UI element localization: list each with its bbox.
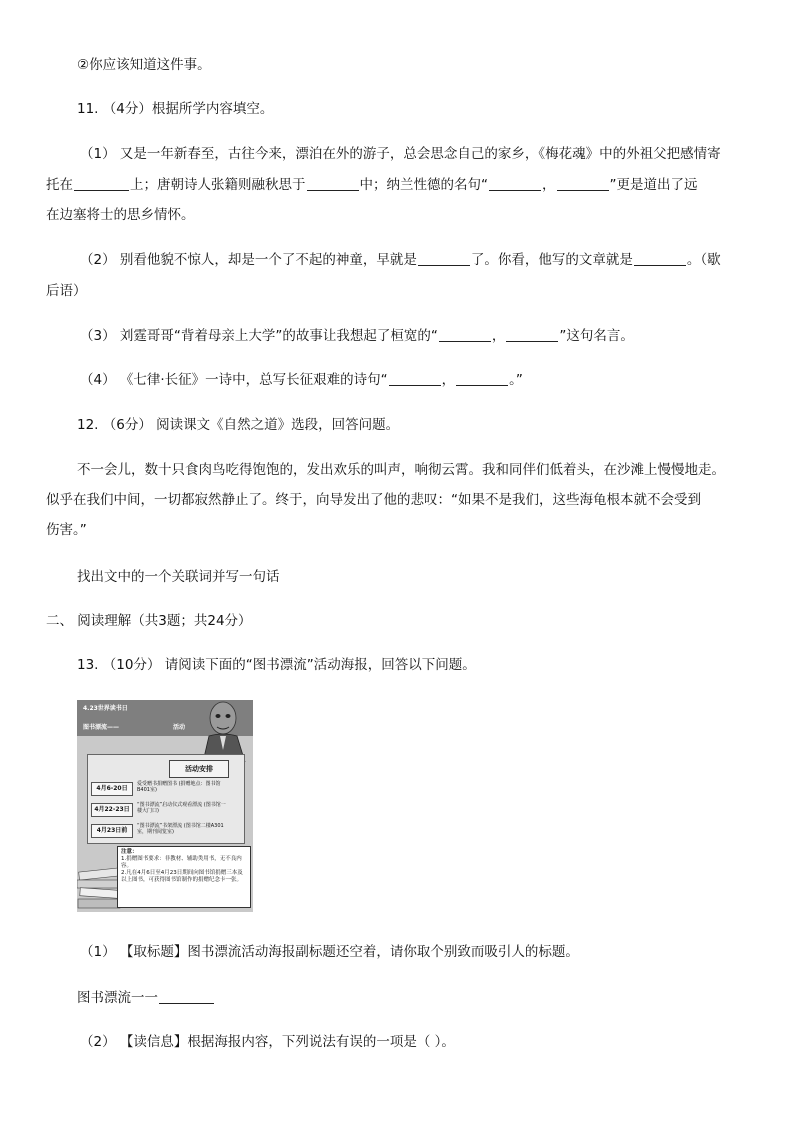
q13-1-answer-line	[77, 989, 215, 1007]
fill-blank[interactable]	[439, 327, 491, 342]
poster-title-right: 活动	[173, 724, 186, 731]
poster-note	[117, 846, 251, 908]
poster-date-2: 4月22-23日	[91, 803, 133, 817]
poster-desc-1: 爱受赠书捐赠图书 (捐赠地点：图书馆B401室)	[137, 781, 221, 793]
poster-note-1: 1.捐赠图书要求：非教材、辅助类用书，无不良内容。	[121, 856, 242, 869]
q13-1-question: （1） 【取标题】图书漂流活动海报副标题还空着，请你取个别致而吸引人的标题。	[80, 944, 579, 960]
q12-passage-line3: 伤害。”	[46, 522, 87, 538]
section-2-header: 二、 阅读理解（共3题；共24分）	[46, 613, 252, 629]
q11-1-line1: （1） 又是一年新春至，古往今来，漂泊在外的游子，总会思念自己的家乡，《梅花魂》中的外祖父把感情寄	[80, 146, 721, 162]
para-know-this: ②你应该知道这件事。	[77, 57, 211, 73]
q11-2-line2: 后语）	[46, 283, 87, 299]
q12-passage-line2: 似乎在我们中间，一切都寂然静止了。终于，向导发出了他的悲叹：“如果不是我们，这些海龟根本就不会受到	[46, 492, 701, 508]
q11-4-line	[80, 371, 523, 389]
fill-blank[interactable]	[506, 327, 558, 342]
q11-1-line2	[46, 176, 698, 194]
book-drift-poster	[77, 700, 253, 912]
q11-3-text-a: （3） 刘霆哥哥“背着母亲上大学”的故事让我想起了桓宽的“	[80, 328, 438, 344]
q11-1-line3: 在边塞将士的思乡情怀。	[46, 207, 195, 223]
q11-4-comma: ，	[441, 372, 456, 388]
fill-blank[interactable]	[456, 371, 508, 386]
question-13-header: 13. （10分） 请阅读下面的“图书漂流”活动海报，回答以下问题。	[77, 657, 476, 673]
q11-1-comma: ，	[542, 177, 556, 193]
q13-1-prefix: 图书漂流一一	[77, 990, 158, 1006]
q11-1-text-a: 托在	[46, 177, 73, 193]
fill-blank[interactable]	[489, 176, 541, 191]
question-11-header: 11. （4分）根据所学内容填空。	[77, 101, 274, 117]
fill-blank[interactable]	[389, 371, 441, 386]
q11-3-text-b: ”这句名言。	[559, 328, 634, 344]
q11-1-text-d: ”更是道出了远	[609, 177, 698, 193]
q11-4-text-b: 。”	[509, 372, 523, 388]
poster-desc-3: “图书漂流”书架漂流 (图书馆二楼A301室，期刊阅览室)	[137, 823, 224, 835]
q11-1-text-b: 上；唐朝诗人张籍则融秋思于	[130, 177, 306, 193]
fill-blank[interactable]	[74, 176, 129, 191]
q11-2-text-a: （2） 别看他貌不惊人，却是一个了不起的神童，早就是	[80, 252, 417, 268]
poster-top-label: 4.23世界读书日	[83, 705, 128, 712]
fill-blank[interactable]	[159, 989, 214, 1004]
poster-note-2: 2.凡在4月6日至4月23日期间向图书馆捐赠三本及以上图书，可获得图书馆制作的捐赠纪念卡一张。	[121, 870, 243, 883]
poster-date-3: 4月23日前	[91, 824, 133, 838]
q11-1-text-c: 中；纳兰性德的名句“	[359, 177, 488, 193]
q11-3-comma: ，	[491, 328, 506, 344]
q12-task: 找出文中的一个关联词并写一句话	[77, 569, 280, 585]
q11-2-text-b: 了。你看，他写的文章就是	[470, 252, 633, 268]
poster-plaque: 活动安排	[169, 760, 229, 778]
cartoon-figure-icon	[189, 700, 253, 762]
poster-note-title: 注意：	[121, 849, 138, 855]
poster-desc-2: “图书漂流”启动仪式观看漂流 (图书馆一楼大门口)	[137, 802, 226, 814]
question-12-header: 12. （6分） 阅读课文《自然之道》选段，回答问题。	[77, 417, 400, 433]
fill-blank[interactable]	[557, 176, 609, 191]
q13-2-question: （2） 【读信息】根据海报内容，下列说法有误的一项是（ ）。	[80, 1034, 455, 1050]
fill-blank[interactable]	[634, 251, 686, 266]
q11-3-line	[80, 327, 634, 345]
poster-title: 图书漂流——	[83, 724, 120, 731]
q11-2-text-c: 。（歇	[686, 252, 721, 268]
poster-date-1: 4月6-20日	[91, 782, 133, 796]
fill-blank[interactable]	[418, 251, 470, 266]
fill-blank[interactable]	[307, 176, 359, 191]
q11-4-text-a: （4） 《七律·长征》一诗中，总写长征艰难的诗句“	[80, 372, 388, 388]
q11-2-line1	[80, 251, 721, 269]
q12-passage-line1: 不一会儿，数十只食肉鸟吃得饱饱的，发出欢乐的叫声，响彻云霄。我和同伴们低着头，在沙滩上慢慢地走。	[77, 462, 725, 478]
